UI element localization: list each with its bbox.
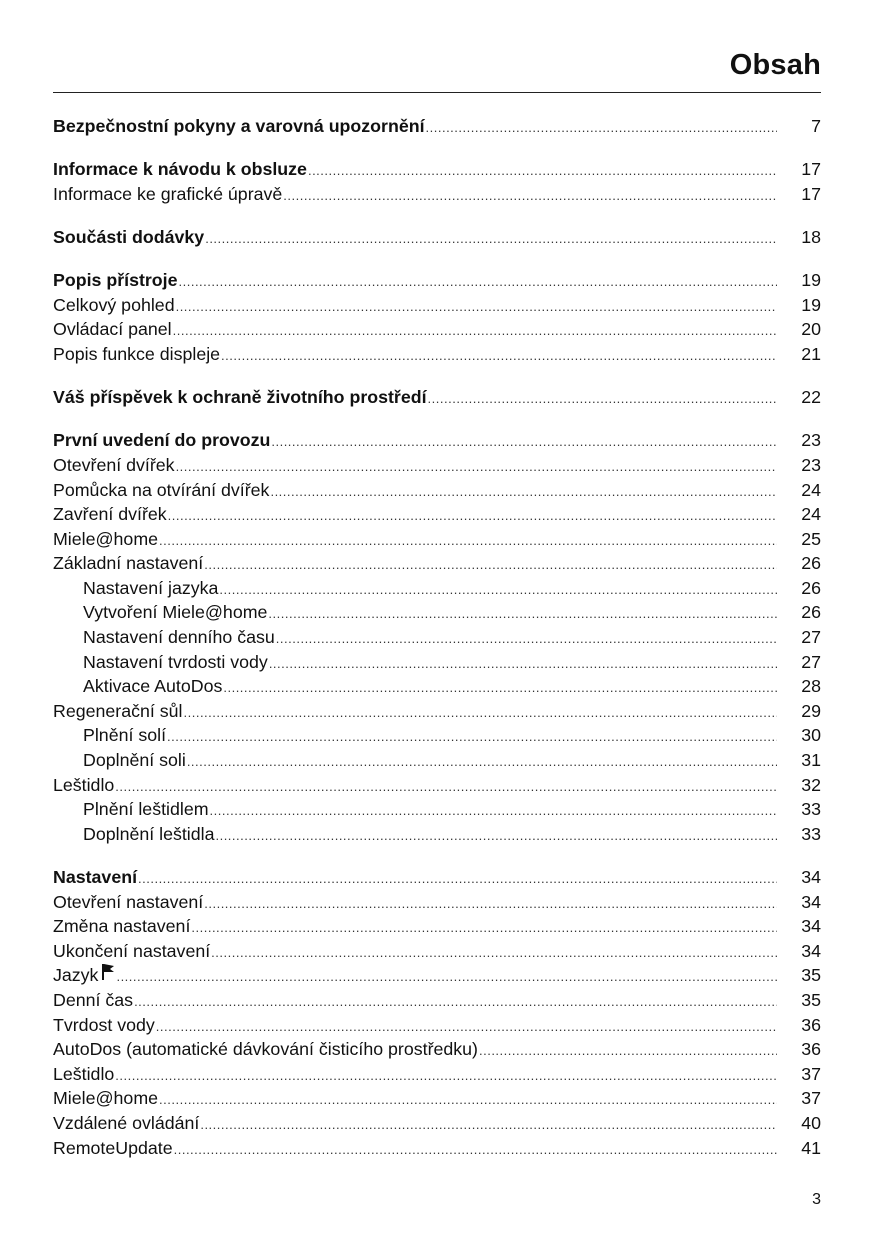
leader-dots [176, 295, 777, 320]
toc-subentry[interactable] [53, 576, 821, 601]
toc-page-number: 25 [801, 528, 821, 549]
toc-label: Miele@home [53, 1088, 159, 1109]
toc-label: Otevření dvířek [53, 454, 175, 475]
toc-page-number: 36 [801, 1014, 821, 1035]
table-of-contents [53, 114, 821, 1160]
toc-page-number: 28 [801, 676, 821, 697]
toc-label: První uvedení do provozu [53, 430, 271, 451]
toc-page-number: 37 [801, 1063, 821, 1084]
toc-subentry[interactable] [53, 674, 821, 699]
toc-label: Nastavení denního času [83, 627, 275, 648]
toc-label: Aktivace AutoDos [83, 676, 223, 697]
leader-dots [479, 1039, 777, 1064]
toc-entry[interactable] [53, 988, 821, 1013]
toc-entry[interactable] [53, 890, 821, 915]
leader-dots [134, 990, 777, 1015]
leader-dots [116, 965, 777, 990]
toc-label: Denní čas [53, 989, 134, 1010]
toc-page-number: 33 [801, 799, 821, 820]
toc-entry[interactable] [53, 453, 821, 478]
leader-dots [115, 1064, 777, 1089]
toc-subentry[interactable] [53, 625, 821, 650]
toc-page-number: 17 [801, 159, 821, 180]
toc-label: Doplnění soli [83, 750, 186, 771]
leader-dots [283, 184, 777, 209]
leader-dots [204, 553, 777, 578]
toc-page-number: 36 [801, 1039, 821, 1060]
toc-entry[interactable] [53, 527, 821, 552]
leader-dots [200, 1113, 777, 1138]
toc-label: Základní nastavení [53, 553, 204, 574]
toc-page-number: 26 [801, 577, 821, 598]
flag-icon [101, 963, 115, 981]
toc-page-number: 19 [801, 294, 821, 315]
leader-dots [269, 652, 777, 677]
toc-label: Informace k návodu k obsluze [53, 159, 307, 180]
toc-page-number: 17 [801, 183, 821, 204]
toc-page-number: 34 [801, 940, 821, 961]
section-gap [53, 139, 821, 158]
leader-dots [168, 504, 777, 529]
leader-dots [268, 602, 777, 627]
toc-entry[interactable] [53, 939, 821, 964]
toc-label: Zavření dvířek [53, 504, 167, 525]
toc-label: Otevření nastavení [53, 891, 204, 912]
toc-page-number: 37 [801, 1088, 821, 1109]
toc-label: Jazyk [53, 965, 99, 986]
leader-dots [176, 455, 777, 480]
toc-label: Plnění leštidlem [83, 799, 209, 820]
toc-label: Ukončení nastavení [53, 940, 211, 961]
toc-label: Plnění solí [83, 725, 167, 746]
toc-label: Miele@home [53, 528, 159, 549]
leader-dots [191, 916, 777, 941]
leader-dots [138, 867, 777, 892]
leader-dots [179, 270, 778, 295]
toc-entry[interactable] [53, 182, 821, 207]
leader-dots [156, 1015, 777, 1040]
toc-label: Vzdálené ovládání [53, 1112, 200, 1133]
leader-dots [187, 750, 777, 775]
leader-dots [173, 319, 777, 344]
toc-page-number: 34 [801, 891, 821, 912]
toc-label: Bezpečnostní pokyny a varovná upozornění [53, 116, 425, 136]
leader-dots [271, 430, 777, 455]
toc-page-number: 35 [801, 965, 821, 986]
page-title: Obsah [729, 49, 821, 81]
toc-entry[interactable] [53, 1037, 821, 1062]
leader-dots [174, 1138, 777, 1163]
section-gap [53, 250, 821, 269]
toc-section[interactable] [53, 385, 821, 410]
toc-entry[interactable] [53, 293, 821, 318]
toc-label: AutoDos (automatické dávkování čisticího prostředku) [53, 1039, 478, 1060]
toc-label: Vytvoření Miele@home [83, 602, 268, 623]
toc-page-number: 30 [801, 725, 821, 746]
toc-entry[interactable] [53, 342, 821, 367]
toc-entry[interactable] [53, 1062, 821, 1087]
toc-page-number: 23 [801, 454, 821, 475]
toc-label: Regenerační sůl [53, 700, 183, 721]
toc-page-number: 26 [801, 553, 821, 574]
toc-page-number: 40 [801, 1112, 821, 1133]
toc-section[interactable] [53, 865, 821, 890]
toc-label: Součásti dodávky [53, 226, 205, 247]
toc-page-number: 32 [801, 774, 821, 795]
leader-dots [219, 578, 777, 603]
toc-page-number: 21 [801, 343, 821, 364]
toc-page-number: 18 [801, 226, 821, 247]
toc-entry[interactable] [53, 963, 821, 988]
toc-page-number: 7 [811, 116, 821, 136]
toc-subentry[interactable] [53, 723, 821, 748]
toc-page-number: 31 [801, 750, 821, 771]
toc-label: Popis přístroje [53, 270, 178, 291]
leader-dots [308, 159, 777, 184]
leader-dots [210, 799, 777, 824]
leader-dots [426, 116, 777, 141]
toc-label: Pomůcka na otvírání dvířek [53, 479, 270, 500]
toc-page-number: 20 [801, 319, 821, 340]
leader-dots [184, 701, 778, 726]
leader-dots [276, 627, 777, 652]
leader-dots [159, 1088, 777, 1113]
leader-dots [167, 725, 777, 750]
toc-section[interactable] [53, 268, 821, 293]
toc-page-number: 34 [801, 916, 821, 937]
toc-subentry[interactable] [53, 650, 821, 675]
toc-subentry[interactable] [53, 600, 821, 625]
toc-section[interactable] [53, 114, 821, 139]
toc-entry[interactable] [53, 773, 821, 798]
toc-page-number: 24 [801, 504, 821, 525]
toc-label: Tvrdost vody [53, 1014, 155, 1035]
section-gap [53, 367, 821, 386]
page-number: 3 [812, 1191, 821, 1208]
toc-page-number: 33 [801, 823, 821, 844]
toc-entry[interactable] [53, 502, 821, 527]
toc-page-number: 24 [801, 479, 821, 500]
toc-label: Nastavení tvrdosti vody [83, 651, 268, 672]
toc-page-number: 29 [801, 700, 821, 721]
toc-entry[interactable] [53, 1086, 821, 1111]
toc-label: Změna nastavení [53, 916, 191, 937]
toc-page-number: 34 [801, 867, 821, 887]
toc-label: Váš příspěvek k ochraně životního prostředí [53, 387, 427, 408]
toc-entry[interactable] [53, 551, 821, 576]
leader-dots [215, 824, 777, 849]
toc-entry[interactable] [53, 699, 821, 724]
toc-page-number: 19 [801, 270, 821, 291]
toc-entry[interactable] [53, 1111, 821, 1136]
toc-subentry[interactable] [53, 822, 821, 847]
toc-page-number: 23 [801, 430, 821, 451]
toc-section[interactable] [53, 225, 821, 250]
leader-dots [221, 344, 777, 369]
section-gap [53, 206, 821, 225]
leader-dots [428, 387, 777, 412]
toc-label: Celkový pohled [53, 294, 175, 315]
toc-page-number: 27 [801, 651, 821, 672]
leader-dots [205, 227, 777, 252]
toc-page-number: 27 [801, 627, 821, 648]
leader-dots [270, 480, 777, 505]
toc-entry[interactable] [53, 317, 821, 342]
leader-dots [223, 676, 777, 701]
toc-label: Leštidlo [53, 1063, 115, 1084]
leader-dots [211, 941, 777, 966]
toc-page-number: 22 [801, 387, 821, 408]
toc-subentry[interactable] [53, 797, 821, 822]
toc-label: Ovládací panel [53, 319, 172, 340]
toc-entry[interactable] [53, 914, 821, 939]
toc-section[interactable] [53, 157, 821, 182]
toc-entry[interactable] [53, 1013, 821, 1038]
section-gap [53, 846, 821, 865]
leader-dots [159, 529, 777, 554]
toc-label: Informace ke grafické úpravě [53, 183, 283, 204]
toc-page-number: 26 [801, 602, 821, 623]
toc-label: Nastavení [53, 867, 138, 887]
toc-label: Doplnění leštidla [83, 823, 215, 844]
toc-page-number: 41 [801, 1137, 821, 1158]
toc-label: RemoteUpdate [53, 1137, 173, 1158]
leader-dots [204, 892, 777, 917]
toc-entry[interactable] [53, 1136, 821, 1161]
toc-label: Nastavení jazyka [83, 577, 219, 598]
toc-label: Popis funkce displeje [53, 343, 221, 364]
header-rule [53, 92, 821, 93]
toc-entry[interactable] [53, 478, 821, 503]
toc-section[interactable] [53, 428, 821, 453]
toc-subentry[interactable] [53, 748, 821, 773]
toc-label: Leštidlo [53, 774, 115, 795]
leader-dots [115, 775, 777, 800]
section-gap [53, 410, 821, 429]
toc-page-number: 35 [801, 989, 821, 1010]
